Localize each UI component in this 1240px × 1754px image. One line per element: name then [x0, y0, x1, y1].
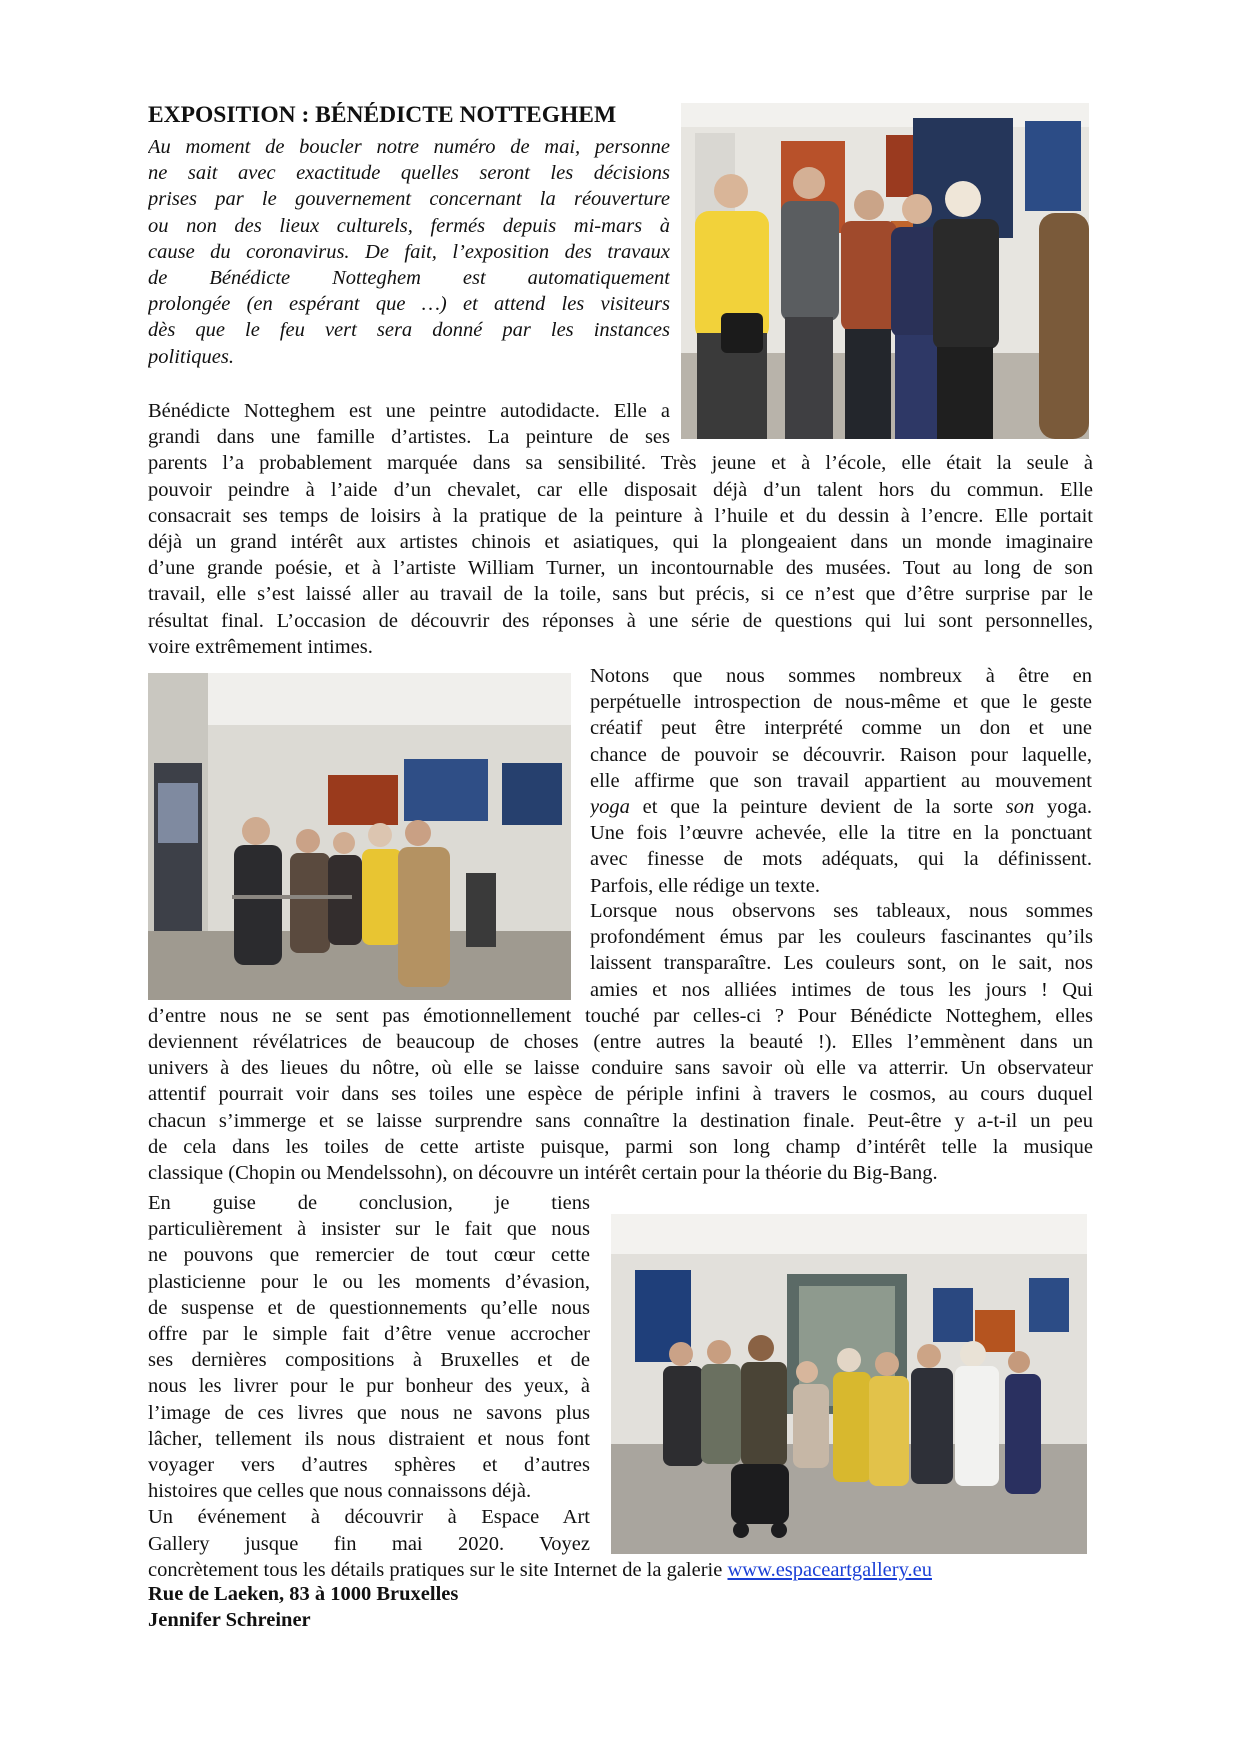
paragraph-line: parents l’a probablement marquée dans sa sensibilité. Très jeune et à l’école, elle était la seule à — [148, 452, 1093, 475]
paragraph-line: grandi dans une famille d’artistes. La peinture de ses — [148, 426, 670, 449]
intro-line: Au moment de boucler notre numéro de mai, personne — [148, 136, 670, 158]
paragraph-line: voyager vers d’autres sphères et d’autres — [148, 1454, 590, 1477]
paragraph-line: résultat final. L’occasion de découvrir des réponses à une série de questions qui lui sont personnelles, — [148, 609, 1093, 632]
son-word: son — [1005, 796, 1035, 819]
paragraph-line: Parfois, elle rédige un texte. — [590, 874, 820, 897]
paragraph-conclusion — [148, 1190, 590, 1557]
paragraph-line: Notons que nous sommes nombreux à être en — [590, 665, 1092, 687]
paragraph-line: laissent transparaître. Les couleurs sont, on le sait, nos — [590, 952, 1093, 975]
paragraph-line: de cela dans les toiles de cette artiste puisque, parmi son long champ d’intérêt telle la musique — [148, 1135, 1093, 1158]
paragraph-line: offre par le simple fait d’être venue accrocher — [148, 1323, 590, 1346]
paragraph-line: travail, elle s’est laissé aller au travail de la toile, sans but précis, si ce n’est que d’être surprise par le — [148, 583, 1093, 606]
paragraph-line: voire extrêmement intimes. — [148, 635, 373, 658]
intro-line: dès que le feu vert sera donné par les instances — [148, 319, 670, 342]
paragraph-line: l’image de ces livres que nous ne savons plus — [148, 1401, 590, 1424]
paragraph-line: plasticienne pour le ou les moments d’évasion, — [148, 1270, 590, 1293]
gallery-photo-visitors-bottom — [611, 1214, 1087, 1554]
paragraph-line: avec finesse de mots adéquats, qui la définissent. — [590, 848, 1092, 871]
paragraph-line: chance de pouvoir se découvrir. Raison pour laquelle, — [590, 743, 1092, 766]
paragraph-line-yoga — [590, 794, 1092, 820]
gallery-photo-image — [611, 1214, 1087, 1554]
paragraph-line: profondément émus par les couleurs fascinantes qu’ils — [590, 926, 1093, 949]
paragraph-line: univers à des lieues du nôtre, où elle se laisse conduire sans savoir où elle va atterrir. Un observateur — [148, 1057, 1093, 1080]
paragraph-line: particulièrement à insister sur le fait que nous — [148, 1218, 590, 1241]
paragraph-line: deviennent révélatrices de beaucoup de choses (entre autres la beauté !). Elles l’emmènent dans un — [148, 1031, 1093, 1054]
website-line-text: concrètement tous les détails pratiques sur le site Internet de la galerie — [148, 1559, 728, 1581]
yoga-word: yoga — [590, 796, 630, 819]
paragraph-line: En guise de conclusion, je tiens — [148, 1192, 590, 1214]
article-title: EXPOSITION : BÉNÉDICTE NOTTEGHEM — [148, 102, 617, 128]
article-author: Jennifer Schreiner — [148, 1609, 311, 1631]
paragraph-line: d’entre nous ne se sent pas émotionnellement touché par celles-ci ? Pour Bénédicte Notteghem, elles — [148, 1004, 1093, 1027]
paragraph-line: histoires que celles que nous connaissons déjà. — [148, 1480, 532, 1503]
paragraph-line: amies et nos alliées intimes de tous les jours ! Qui — [590, 978, 1093, 1001]
intro-line: de Bénédicte Notteghem est automatiquement — [148, 267, 670, 290]
intro-line: prises par le gouvernement concernant la réouverture — [148, 188, 670, 211]
paragraph-line: pouvoir peindre à l’aide d’un chevalet, car elle disposait déjà d’un talent hors du commun. Elle — [148, 478, 1093, 501]
paragraph-line: Bénédicte Notteghem est une peintre autodidacte. Elle a — [148, 400, 670, 422]
paragraph-line: chacun s’immerge et se laisse surprendre sans connaître la destination finale. Peut-être y a-t-il un peu — [148, 1109, 1093, 1132]
paragraph-biography — [148, 398, 1093, 660]
paragraph-line: Lorsque nous observons ses tableaux, nous sommes — [590, 900, 1093, 922]
yoga-text-end: yoga. — [1034, 796, 1092, 819]
intro-line: ne sait avec exactitude quelles seront les décisions — [148, 162, 670, 185]
paragraph-line: elle affirme que son travail appartient au mouvement — [590, 769, 1092, 792]
paragraph-line: lâcher, tellement ils nous distraient et nous font — [148, 1427, 590, 1450]
paragraph-line: nous les livrer pour le pur bonheur des yeux, à — [148, 1375, 590, 1398]
intro-line: prolongée (en espérant que …) et attend les visiteurs — [148, 293, 670, 316]
paragraph-line: déjà un grand intérêt aux artistes chinois et asiatiques, qui la plongeaient dans un monde imaginaire — [148, 531, 1093, 554]
paragraph-line: consacrait ses temps de loisirs à la pratique de la peinture à l’huile et du dessin à l’encre. Elle portait — [148, 504, 1093, 527]
intro-line: ou non des lieux culturels, fermés depuis mi-mars à — [148, 214, 670, 237]
website-line — [148, 1557, 1093, 1583]
paragraph-line: classique (Chopin ou Mendelssohn), on découvre un intérêt certain pour la théorie du Big-Bang. — [148, 1162, 938, 1185]
paragraph-line: d’une grande poésie, et à l’artiste William Turner, un incontournable des musées. Tout au long de son — [148, 557, 1093, 580]
gallery-photo-visitors-top — [681, 103, 1089, 439]
intro-paragraph — [148, 134, 670, 370]
paragraph-line: Une fois l’œuvre achevée, elle la titre en la ponctuant — [590, 822, 1092, 845]
paragraph-line: créatif peut être interprété comme un don et une — [590, 717, 1092, 740]
yoga-text: et que la peinture devient de la sorte — [629, 796, 1006, 819]
paragraph-line: Gallery jusque fin mai 2020. Voyez — [148, 1532, 590, 1555]
paragraph-line: Un événement à découvrir à Espace Art — [148, 1506, 590, 1529]
paragraph-colors — [148, 898, 1093, 1186]
paragraph-line: ne pouvons que remercier de tout cœur cette — [148, 1244, 590, 1267]
gallery-photo-image — [681, 103, 1089, 439]
paragraph-line: de suspense et de questionnements qu’elle nous — [148, 1296, 590, 1319]
intro-line: politiques. — [148, 345, 234, 368]
paragraph-introspection — [590, 663, 1092, 899]
gallery-address: Rue de Laeken, 83 à 1000 Bruxelles — [148, 1583, 459, 1605]
intro-line: cause du coronavirus. De fait, l’exposition des travaux — [148, 240, 670, 263]
paragraph-line: attentif pourrait voir dans ses toiles une espèce de périple infini à travers le cosmos, au cours duquel — [148, 1083, 1093, 1106]
paragraph-line: perpétuelle introspection de nous-même et que le geste — [590, 691, 1092, 714]
gallery-website-link[interactable]: www.espaceartgallery.eu — [727, 1559, 932, 1581]
paragraph-line: ses dernières compositions à Bruxelles et de — [148, 1349, 590, 1372]
